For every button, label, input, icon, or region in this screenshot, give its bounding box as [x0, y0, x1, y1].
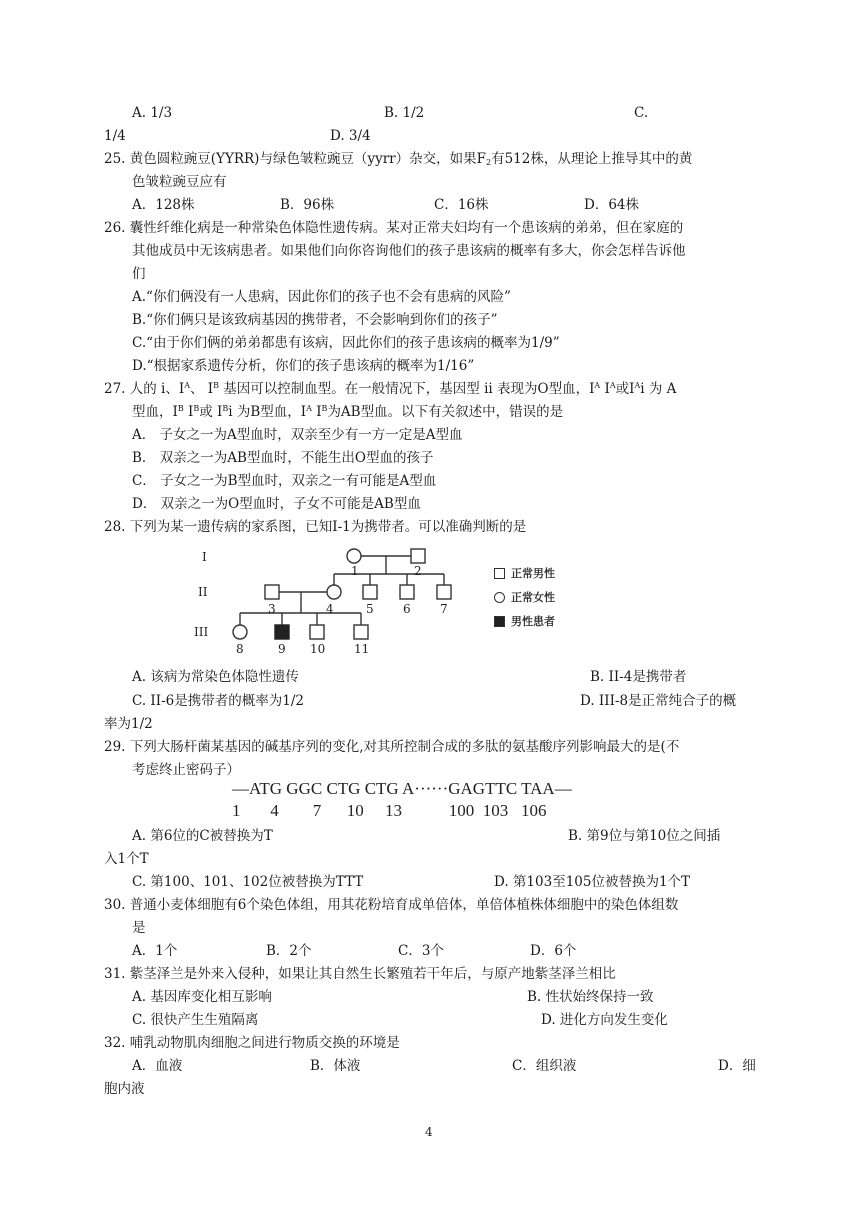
num-2: 2 [414, 564, 422, 578]
page-number: 4 [425, 1125, 433, 1139]
q31-stem: 31. 紫茎泽兰是外来入侵种，如果让其自然生长繁殖若干年后，与原产地紫茎泽兰相比 [104, 966, 616, 982]
q29-option-b-wrap: 入1个T [104, 851, 149, 867]
q29-stem-line1: 29. 下列大肠杆菌某基因的碱基序列的变化,对其所控制合成的多肽的氨基酸序列影响最大的是(不 [104, 739, 680, 755]
q29-option-c: C. 第100、101、102位被替换为TTT [132, 874, 364, 890]
q25-option-b: B．96株 [280, 197, 335, 213]
q30-option-d: D．6个 [530, 943, 577, 959]
q29-option-b: B. 第9位与第10位之间插 [568, 828, 721, 844]
gen-label-II: II [198, 585, 208, 599]
q31-option-c: C. 很快产生生殖隔离 [132, 1012, 259, 1028]
num-11: 11 [354, 642, 370, 656]
pedigree-legend [494, 565, 604, 635]
q32-option-a: A．血液 [132, 1058, 183, 1074]
legend-normal-female: 正常女性 [494, 589, 555, 607]
dna-sequence-figure [232, 778, 572, 822]
q26-option-a: A.“你们俩没有一人患病，因此你们的孩子也不会有患病的风险” [132, 289, 511, 305]
pedigree-II-4 [327, 585, 341, 599]
q28-option-d: D. III-8是正常纯合子的概 [580, 693, 737, 709]
q32-option-c: C．组织液 [512, 1058, 577, 1074]
q24-option-b: B. 1/2 [384, 105, 425, 121]
pedigree-III-8 [233, 625, 247, 639]
q24-option-d: D. 3/4 [330, 128, 371, 144]
num-9: 9 [278, 642, 286, 656]
q28-option-b: B. II-4是携带者 [590, 669, 687, 685]
q25-stem-line2: 色皱粒豌豆应有 [132, 174, 227, 190]
q24-option-c-wrap: 1/4 [104, 128, 126, 144]
q29-option-d: D. 第103至105位被替换为1个T [494, 874, 691, 890]
q32-option-b: B．体液 [310, 1058, 361, 1074]
num-8: 8 [236, 642, 244, 656]
q30-stem-line2: 是 [132, 920, 146, 936]
q31-option-a: A. 基因库变化相互影响 [132, 989, 272, 1005]
q26-option-d: D.“根据家系遗传分析，你们的孩子患该病的概率为1/16” [132, 358, 475, 374]
q25-option-c: C．16株 [434, 197, 489, 213]
num-10: 10 [310, 642, 326, 656]
q30-option-b: B．2个 [266, 943, 312, 959]
q26-stem-line3: 们 [132, 266, 146, 282]
q27-option-d: D． 双亲之一为O型血时，子女不可能是AB型血 [132, 496, 421, 512]
num-6: 6 [403, 602, 411, 616]
dna-sequence: —ATG GGC CTG CTG A······GAGTTC TAA— [232, 779, 572, 798]
pedigree-III-10 [310, 625, 324, 639]
dna-positions: 1 4 7 10 13 100 103 106 [232, 801, 547, 820]
q29-stem-line2: 考虑终止密码子） [132, 762, 240, 778]
num-5: 5 [366, 602, 374, 616]
q31-option-b: B. 性状始终保持一致 [527, 989, 654, 1005]
q27-option-b: B． 双亲之一为AB型血时，不能生出O型血的孩子 [132, 450, 434, 466]
q30-option-a: A．1个 [132, 943, 178, 959]
pedigree-II-7 [437, 585, 451, 599]
pedigree-I-1 [347, 549, 361, 563]
q24-option-a: A. 1/3 [132, 105, 173, 121]
q26-stem-line2: 其他成员中无该病患者。如果他们向你咨询他们的孩子患该病的概率有多大，你会怎样告诉他 [132, 243, 686, 259]
q25-option-a: A．128株 [132, 197, 195, 213]
pedigree-III-11 [354, 625, 368, 639]
num-7: 7 [440, 602, 448, 616]
num-1: 1 [351, 564, 359, 578]
q30-option-c: C．3个 [398, 943, 444, 959]
q32-option-d: D．细 [718, 1058, 756, 1074]
q32-option-d-wrap: 胞内液 [104, 1081, 145, 1097]
pedigree-II-3 [265, 585, 279, 599]
q28-option-d-wrap: 率为1/2 [104, 716, 153, 732]
legend-normal-male: 正常男性 [494, 565, 555, 583]
q25-option-d: D．64株 [584, 197, 640, 213]
pedigree-III-9 [275, 625, 289, 639]
gen-label-I: I [202, 550, 207, 564]
pedigree-I-2 [411, 549, 425, 563]
q25-stem-line1: 25. 黄色圆粒豌豆(YYRR)与绿色皱粒豌豆（yyrr）杂交，如果$F_2$有512株，从理论上推导其中的黄 [104, 151, 693, 167]
legend-affected-male: 男性患者 [494, 613, 555, 631]
q27-stem-line2: 型血，$I^B$ $I^B$或 $I^Bi$ 为B型血，$I^A$ $I^B$为AB型血。以下有关叙述中，错误的是 [132, 404, 564, 420]
gen-label-III: III [194, 625, 209, 639]
pedigree-II-5 [363, 585, 377, 599]
q27-option-a: A． 子女之一为A型血时，双亲至少有一方一定是A型血 [132, 427, 463, 443]
q26-stem-line1: 26. 囊性纤维化病是一种常染色体隐性遗传病。某对正常夫妇均有一个患该病的弟弟，但在家庭的 [104, 220, 684, 236]
q28-stem: 28. 下列为某一遗传病的家系图，已知I-1为携带者。可以准确判断的是 [104, 519, 527, 535]
q29-option-a: A. 第6位的C被替换为T [132, 828, 273, 844]
q28-option-c: C. II-6是携带者的概率为1/2 [132, 693, 304, 709]
pedigree-II-6 [400, 585, 414, 599]
num-4: 4 [326, 602, 334, 616]
pedigree-chart [194, 538, 496, 658]
q30-stem-line1: 30. 普通小麦体细胞有6个染色体组，用其花粉培育成单倍体，单倍体植株体细胞中的染色体组数 [104, 897, 679, 913]
q28-option-a: A. 该病为常染色体隐性遗传 [132, 669, 299, 685]
num-3: 3 [268, 602, 276, 616]
q31-option-d: D. 进化方向发生变化 [541, 1012, 668, 1028]
q27-option-c: C． 子女之一为B型血时，双亲之一有可能是A型血 [132, 473, 437, 489]
q26-option-c: C.“由于你们俩的弟弟都患有该病，因此你们的孩子患该病的概率为1/9” [132, 335, 560, 351]
q24-option-c: C. [634, 105, 649, 121]
q32-stem: 32. 哺乳动物肌肉细胞之间进行物质交换的环境是 [104, 1035, 400, 1051]
q27-stem-line1: 27. 人的 i、$I^A$、 $I^B$ 基因可以控制血型。在一般情况下，基因型 ii 表现为O型血，$I^A$ $I^A$或$I^Ai$ 为 A [104, 381, 677, 397]
q26-option-b: B.“你们俩只是该致病基因的携带者，不会影响到你们的孩子” [132, 312, 498, 328]
